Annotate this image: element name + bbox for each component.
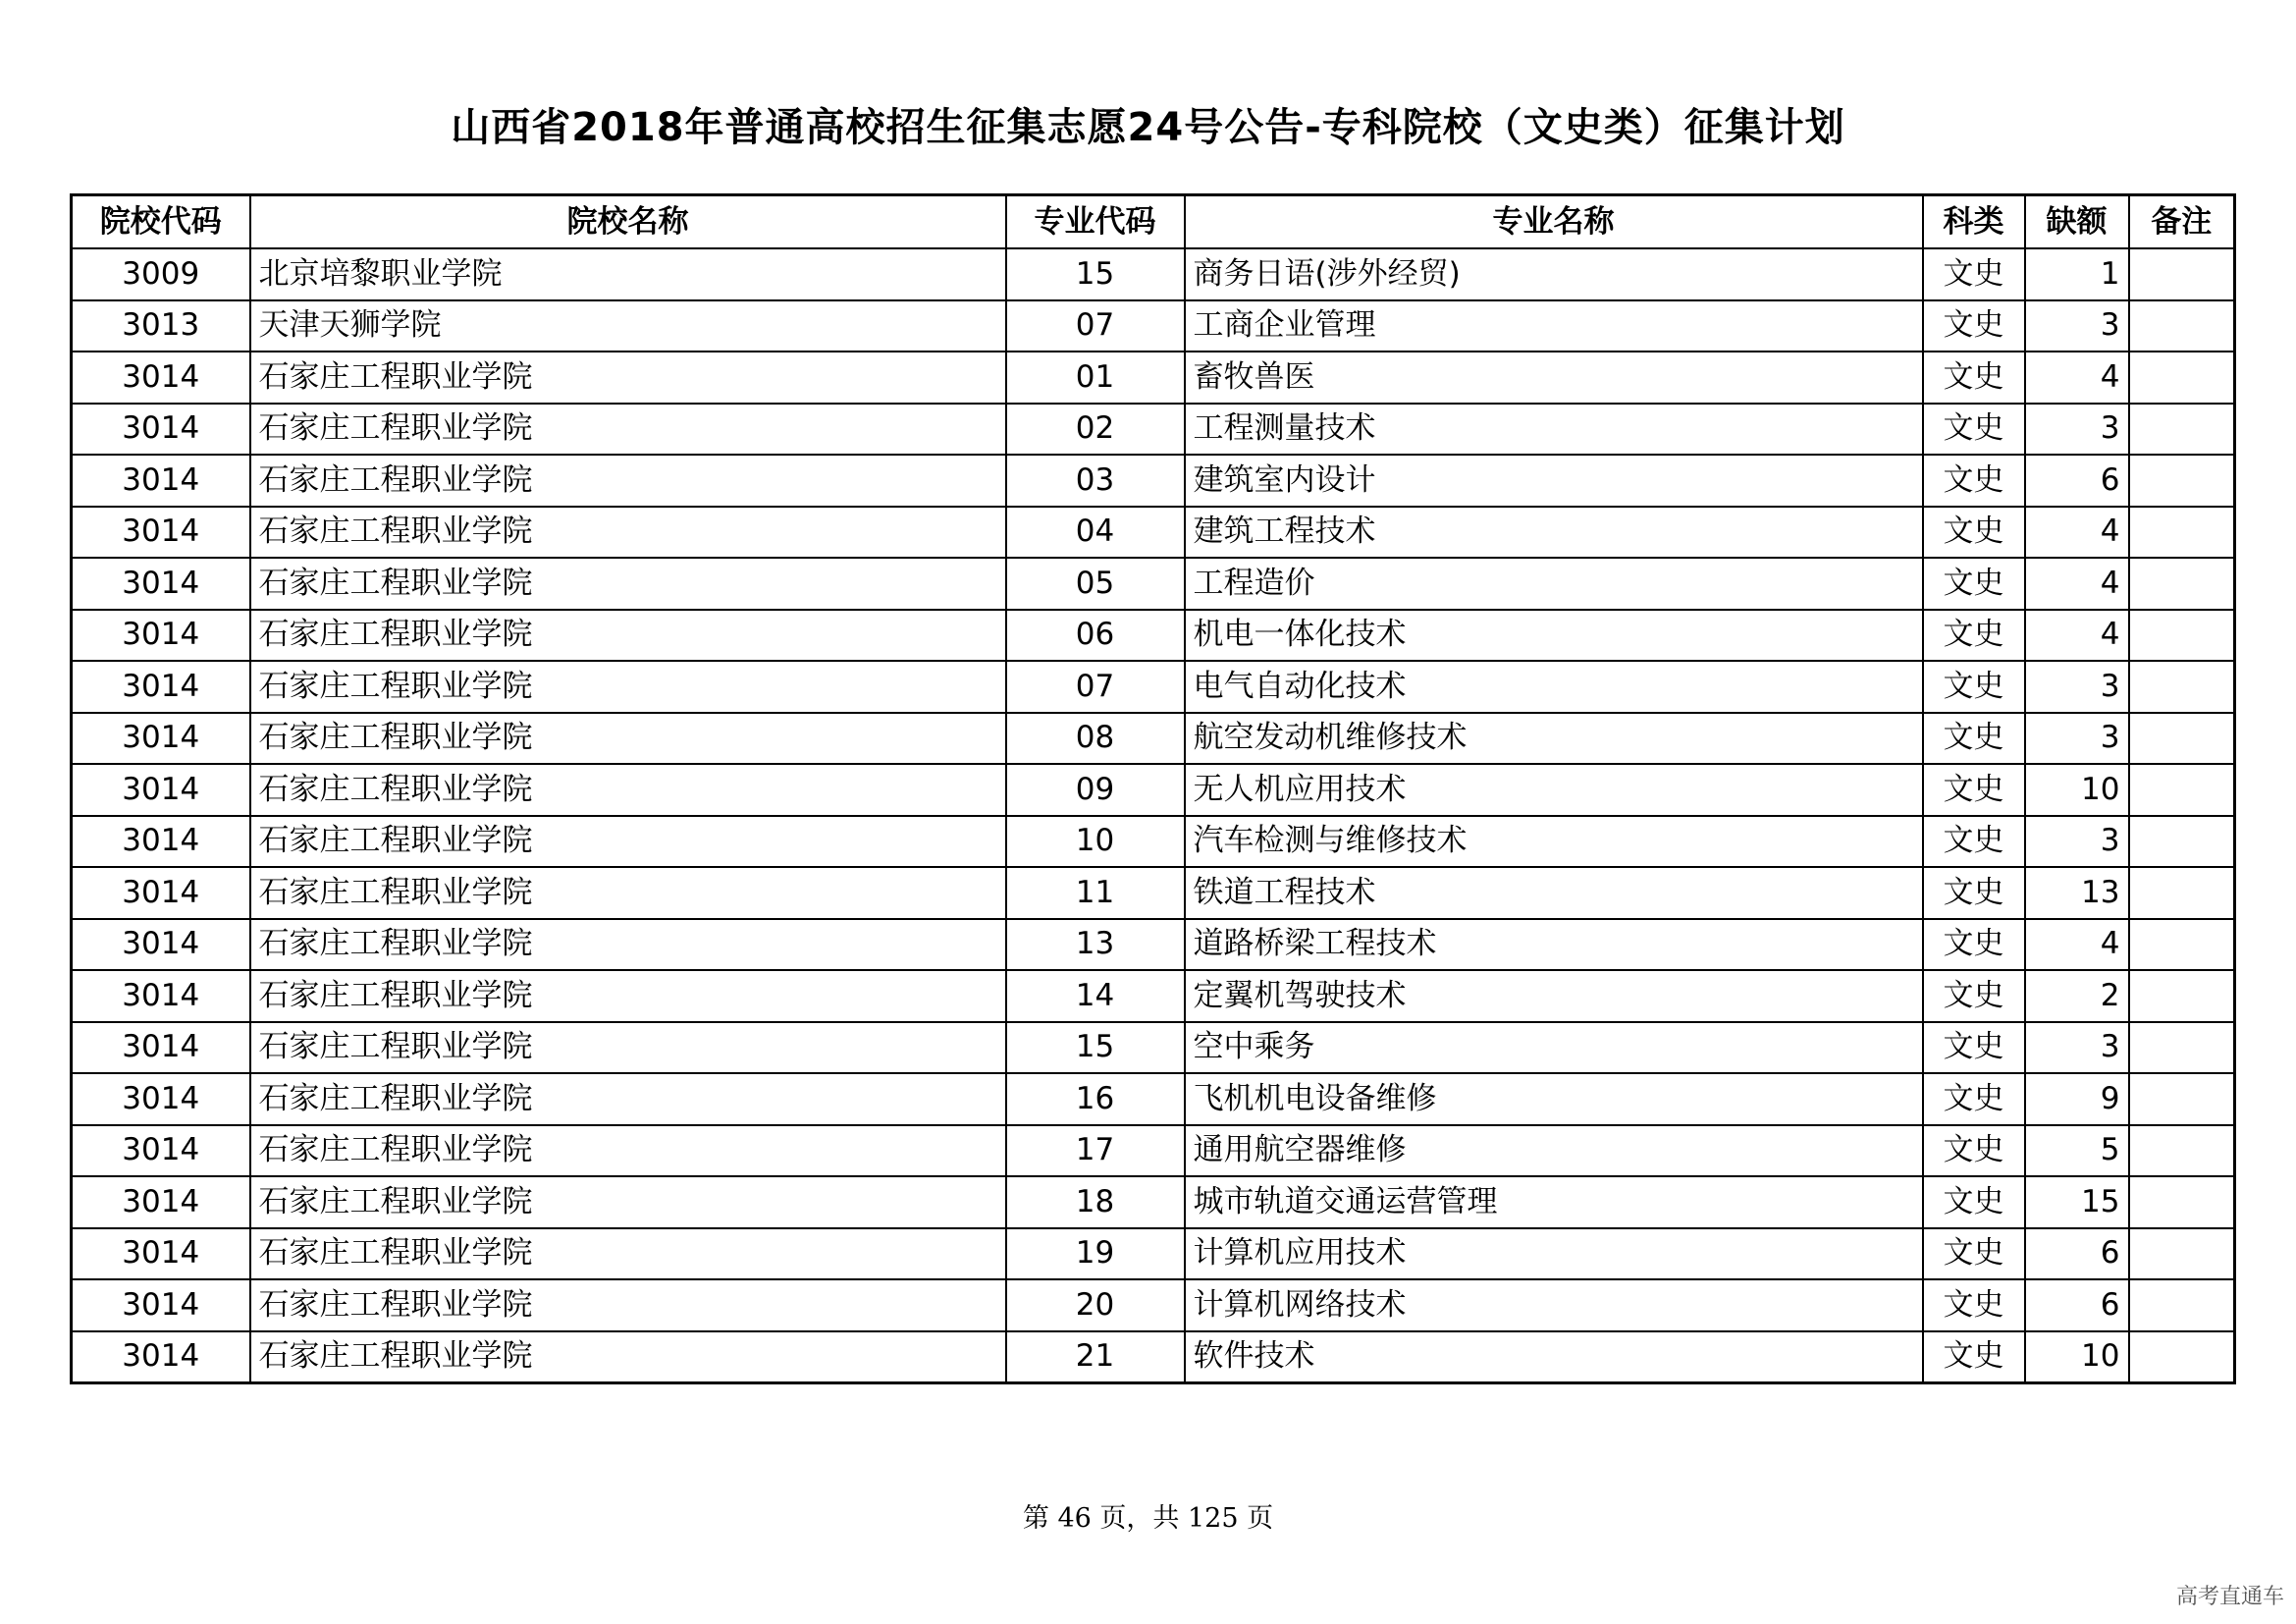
cell-major-code: 14	[1006, 970, 1185, 1022]
cell-major-code: 11	[1006, 867, 1185, 919]
cell-major-name: 定翼机驾驶技术	[1185, 970, 1923, 1022]
header-category: 科类	[1923, 195, 2025, 249]
cell-category: 文史	[1923, 919, 2025, 971]
cell-remarks	[2129, 300, 2235, 352]
document-title: 山西省2018年普通高校招生征集志愿24号公告-专科院校（文史类）征集计划	[451, 105, 1845, 150]
cell-major-code: 18	[1006, 1176, 1185, 1228]
cell-major-name: 航空发动机维修技术	[1185, 713, 1923, 765]
cell-school-name: 石家庄工程职业学院	[250, 1022, 1006, 1074]
cell-category: 文史	[1923, 507, 2025, 559]
cell-major-name: 机电一体化技术	[1185, 610, 1923, 662]
cell-category: 文史	[1923, 610, 2025, 662]
cell-remarks	[2129, 1228, 2235, 1280]
cell-major-name: 工程造价	[1185, 558, 1923, 610]
cell-major-name: 计算机网络技术	[1185, 1279, 1923, 1331]
cell-school-code: 3013	[72, 300, 250, 352]
cell-school-code: 3014	[72, 764, 250, 816]
cell-major-code: 09	[1006, 764, 1185, 816]
cell-school-code: 3014	[72, 713, 250, 765]
cell-remarks	[2129, 507, 2235, 559]
cell-school-name: 石家庄工程职业学院	[250, 970, 1006, 1022]
cell-school-code: 3014	[72, 1125, 250, 1177]
table-row	[72, 867, 2235, 919]
cell-school-code: 3014	[72, 352, 250, 404]
cell-major-code: 15	[1006, 1022, 1185, 1074]
cell-category: 文史	[1923, 867, 2025, 919]
cell-major-name: 无人机应用技术	[1185, 764, 1923, 816]
cell-remarks	[2129, 1073, 2235, 1125]
cell-major-code: 03	[1006, 455, 1185, 507]
table-row	[72, 558, 2235, 610]
cell-category: 文史	[1923, 300, 2025, 352]
cell-vacancy: 3	[2025, 404, 2129, 456]
cell-major-code: 21	[1006, 1331, 1185, 1383]
table-row	[72, 610, 2235, 662]
cell-school-name: 石家庄工程职业学院	[250, 1279, 1006, 1331]
cell-vacancy: 13	[2025, 867, 2129, 919]
cell-school-name: 石家庄工程职业学院	[250, 867, 1006, 919]
watermark: 高考直通车	[2175, 1585, 2284, 1609]
cell-vacancy: 4	[2025, 558, 2129, 610]
cell-school-code: 3014	[72, 1073, 250, 1125]
cell-vacancy: 3	[2025, 300, 2129, 352]
cell-vacancy: 10	[2025, 764, 2129, 816]
cell-vacancy: 5	[2025, 1125, 2129, 1177]
cell-remarks	[2129, 1125, 2235, 1177]
table-row	[72, 1331, 2235, 1383]
header-school-name: 院校名称	[250, 195, 1006, 249]
header-vacancy: 缺额	[2025, 195, 2129, 249]
table-row	[72, 816, 2235, 868]
cell-major-code: 02	[1006, 404, 1185, 456]
table-row	[72, 764, 2235, 816]
cell-vacancy: 4	[2025, 919, 2129, 971]
cell-category: 文史	[1923, 1073, 2025, 1125]
cell-remarks	[2129, 352, 2235, 404]
cell-school-code: 3014	[72, 1279, 250, 1331]
table-row	[72, 352, 2235, 404]
cell-major-code: 07	[1006, 661, 1185, 713]
cell-school-name: 石家庄工程职业学院	[250, 816, 1006, 868]
cell-major-name: 通用航空器维修	[1185, 1125, 1923, 1177]
cell-category: 文史	[1923, 404, 2025, 456]
cell-school-code: 3014	[72, 919, 250, 971]
cell-school-name: 石家庄工程职业学院	[250, 1073, 1006, 1125]
cell-major-code: 17	[1006, 1125, 1185, 1177]
cell-school-name: 石家庄工程职业学院	[250, 713, 1006, 765]
cell-remarks	[2129, 970, 2235, 1022]
cell-school-name: 石家庄工程职业学院	[250, 1125, 1006, 1177]
cell-school-code: 3014	[72, 1176, 250, 1228]
cell-category: 文史	[1923, 1228, 2025, 1280]
cell-category: 文史	[1923, 713, 2025, 765]
cell-school-name: 石家庄工程职业学院	[250, 404, 1006, 456]
cell-category: 文史	[1923, 1125, 2025, 1177]
table-row	[72, 1125, 2235, 1177]
cell-major-name: 工程测量技术	[1185, 404, 1923, 456]
cell-category: 文史	[1923, 970, 2025, 1022]
cell-major-name: 工商企业管理	[1185, 300, 1923, 352]
cell-school-name: 石家庄工程职业学院	[250, 661, 1006, 713]
enrollment-plan-table	[70, 193, 2236, 1384]
cell-major-code: 04	[1006, 507, 1185, 559]
table-row	[72, 919, 2235, 971]
cell-school-code: 3014	[72, 661, 250, 713]
cell-major-code: 16	[1006, 1073, 1185, 1125]
cell-school-name: 石家庄工程职业学院	[250, 352, 1006, 404]
table-row	[72, 404, 2235, 456]
cell-remarks	[2129, 713, 2235, 765]
cell-remarks	[2129, 1022, 2235, 1074]
cell-school-code: 3014	[72, 610, 250, 662]
cell-school-code: 3014	[72, 1228, 250, 1280]
cell-category: 文史	[1923, 1331, 2025, 1383]
cell-category: 文史	[1923, 558, 2025, 610]
cell-school-name: 石家庄工程职业学院	[250, 919, 1006, 971]
cell-vacancy: 15	[2025, 1176, 2129, 1228]
table-row	[72, 1073, 2235, 1125]
cell-remarks	[2129, 248, 2235, 300]
cell-vacancy: 4	[2025, 507, 2129, 559]
cell-major-name: 畜牧兽医	[1185, 352, 1923, 404]
table-body	[72, 248, 2235, 1383]
cell-remarks	[2129, 404, 2235, 456]
cell-major-code: 15	[1006, 248, 1185, 300]
cell-remarks	[2129, 610, 2235, 662]
cell-major-code: 01	[1006, 352, 1185, 404]
cell-major-name: 建筑室内设计	[1185, 455, 1923, 507]
cell-remarks	[2129, 1279, 2235, 1331]
cell-major-name: 飞机机电设备维修	[1185, 1073, 1923, 1125]
cell-vacancy: 6	[2025, 1279, 2129, 1331]
cell-remarks	[2129, 558, 2235, 610]
cell-school-name: 石家庄工程职业学院	[250, 1331, 1006, 1383]
cell-major-name: 软件技术	[1185, 1331, 1923, 1383]
cell-major-code: 13	[1006, 919, 1185, 971]
cell-school-code: 3014	[72, 558, 250, 610]
cell-remarks	[2129, 764, 2235, 816]
cell-category: 文史	[1923, 1022, 2025, 1074]
table-row	[72, 1228, 2235, 1280]
cell-school-name: 石家庄工程职业学院	[250, 507, 1006, 559]
header-major-name: 专业名称	[1185, 195, 1923, 249]
cell-remarks	[2129, 1176, 2235, 1228]
cell-major-code: 20	[1006, 1279, 1185, 1331]
cell-category: 文史	[1923, 764, 2025, 816]
cell-remarks	[2129, 1331, 2235, 1383]
cell-major-code: 08	[1006, 713, 1185, 765]
cell-major-code: 19	[1006, 1228, 1185, 1280]
cell-category: 文史	[1923, 1279, 2025, 1331]
cell-vacancy: 6	[2025, 1228, 2129, 1280]
cell-school-code: 3014	[72, 1331, 250, 1383]
table-row	[72, 661, 2235, 713]
cell-school-name: 石家庄工程职业学院	[250, 1176, 1006, 1228]
cell-remarks	[2129, 455, 2235, 507]
table-row	[72, 713, 2235, 765]
cell-category: 文史	[1923, 661, 2025, 713]
cell-major-name: 建筑工程技术	[1185, 507, 1923, 559]
table-row	[72, 1279, 2235, 1331]
table-row	[72, 507, 2235, 559]
cell-school-code: 3014	[72, 404, 250, 456]
cell-category: 文史	[1923, 248, 2025, 300]
cell-school-code: 3014	[72, 970, 250, 1022]
cell-remarks	[2129, 919, 2235, 971]
cell-major-name: 商务日语(涉外经贸)	[1185, 248, 1923, 300]
cell-school-name: 石家庄工程职业学院	[250, 1228, 1006, 1280]
header-major-code: 专业代码	[1006, 195, 1185, 249]
header-remarks: 备注	[2129, 195, 2235, 249]
table-row	[72, 248, 2235, 300]
cell-major-code: 06	[1006, 610, 1185, 662]
cell-school-name: 北京培黎职业学院	[250, 248, 1006, 300]
cell-school-code: 3014	[72, 1022, 250, 1074]
header-school-code: 院校代码	[72, 195, 250, 249]
table-header-row	[72, 195, 2235, 249]
cell-major-name: 铁道工程技术	[1185, 867, 1923, 919]
cell-category: 文史	[1923, 455, 2025, 507]
cell-major-name: 汽车检测与维修技术	[1185, 816, 1923, 868]
table-row	[72, 970, 2235, 1022]
cell-major-name: 空中乘务	[1185, 1022, 1923, 1074]
cell-major-name: 道路桥梁工程技术	[1185, 919, 1923, 971]
cell-vacancy: 3	[2025, 816, 2129, 868]
cell-major-code: 05	[1006, 558, 1185, 610]
cell-school-name: 石家庄工程职业学院	[250, 455, 1006, 507]
cell-school-code: 3014	[72, 455, 250, 507]
cell-remarks	[2129, 867, 2235, 919]
cell-category: 文史	[1923, 352, 2025, 404]
cell-vacancy: 9	[2025, 1073, 2129, 1125]
cell-vacancy: 10	[2025, 1331, 2129, 1383]
cell-vacancy: 3	[2025, 713, 2129, 765]
cell-remarks	[2129, 816, 2235, 868]
cell-vacancy: 6	[2025, 455, 2129, 507]
cell-category: 文史	[1923, 1176, 2025, 1228]
cell-vacancy: 3	[2025, 1022, 2129, 1074]
cell-major-code: 10	[1006, 816, 1185, 868]
cell-vacancy: 1	[2025, 248, 2129, 300]
cell-school-code: 3009	[72, 248, 250, 300]
cell-vacancy: 4	[2025, 610, 2129, 662]
cell-school-name: 石家庄工程职业学院	[250, 558, 1006, 610]
cell-major-code: 07	[1006, 300, 1185, 352]
cell-remarks	[2129, 661, 2235, 713]
cell-school-name: 天津天狮学院	[250, 300, 1006, 352]
cell-major-name: 计算机应用技术	[1185, 1228, 1923, 1280]
cell-vacancy: 2	[2025, 970, 2129, 1022]
cell-school-code: 3014	[72, 867, 250, 919]
cell-vacancy: 3	[2025, 661, 2129, 713]
table-row	[72, 1176, 2235, 1228]
cell-school-name: 石家庄工程职业学院	[250, 610, 1006, 662]
table-row	[72, 1022, 2235, 1074]
cell-category: 文史	[1923, 816, 2025, 868]
table-row	[72, 455, 2235, 507]
page-number-footer: 第 46 页，共 125 页	[1022, 1503, 1274, 1534]
cell-major-name: 电气自动化技术	[1185, 661, 1923, 713]
cell-school-name: 石家庄工程职业学院	[250, 764, 1006, 816]
cell-school-code: 3014	[72, 816, 250, 868]
cell-vacancy: 4	[2025, 352, 2129, 404]
cell-school-code: 3014	[72, 507, 250, 559]
cell-major-name: 城市轨道交通运营管理	[1185, 1176, 1923, 1228]
table-row	[72, 300, 2235, 352]
